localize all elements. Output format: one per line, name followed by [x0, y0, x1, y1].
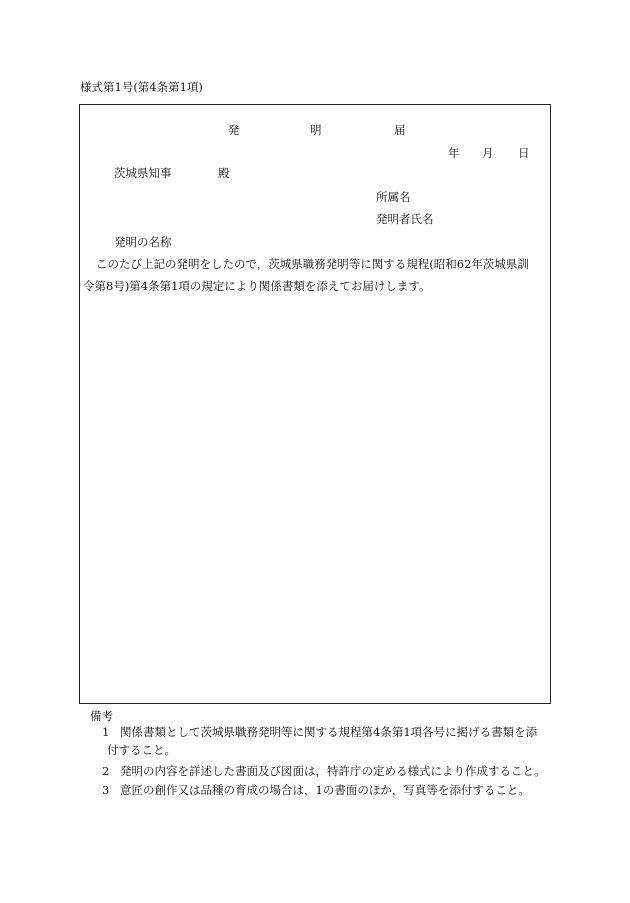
date-year-label: 年: [448, 146, 460, 160]
note-1-number: 1: [102, 725, 110, 739]
affiliation-label: 所属名: [376, 190, 411, 204]
form-title-char-2: 明: [310, 123, 322, 137]
body-text-line-1: このたび上記の発明をしたので，茨城県職務発明等に関する規程(昭和62年茨城県訓: [96, 257, 529, 271]
date-day-label: 日: [518, 146, 530, 160]
note-1-text-line-1: 関係書類として茨城県職務発明等に関する規程第4条第1項各号に掲げる書類を添: [120, 725, 538, 739]
notes-heading: 備考: [90, 709, 113, 723]
form-title-char-3: 届: [394, 123, 406, 137]
date-month-label: 月: [482, 146, 494, 160]
form-box: [79, 104, 551, 704]
body-text-line-2: 令第8号)第4条第1項の規定により関係書類を添えてお届けします。: [83, 279, 431, 293]
invention-name-label: 発明の名称: [114, 235, 172, 249]
note-3-number: 3: [102, 783, 110, 797]
note-2-number: 2: [102, 764, 110, 778]
addressee-honorific: 殿: [218, 166, 230, 180]
inventor-name-label: 発明者氏名: [376, 212, 434, 226]
form-number: 様式第1号(第4条第1項): [80, 80, 203, 94]
note-2-text: 発明の内容を詳述した書面及び図面は，特許庁の定める様式により作成すること。: [120, 764, 546, 778]
note-1-text-line-2: 付すること。: [107, 743, 176, 757]
note-3-text: 意匠の創作又は品種の育成の場合は，1の書面のほか，写真等を添付すること。: [120, 783, 530, 797]
form-title-char-1: 発: [228, 123, 240, 137]
addressee-name: 茨城県知事: [114, 166, 172, 180]
